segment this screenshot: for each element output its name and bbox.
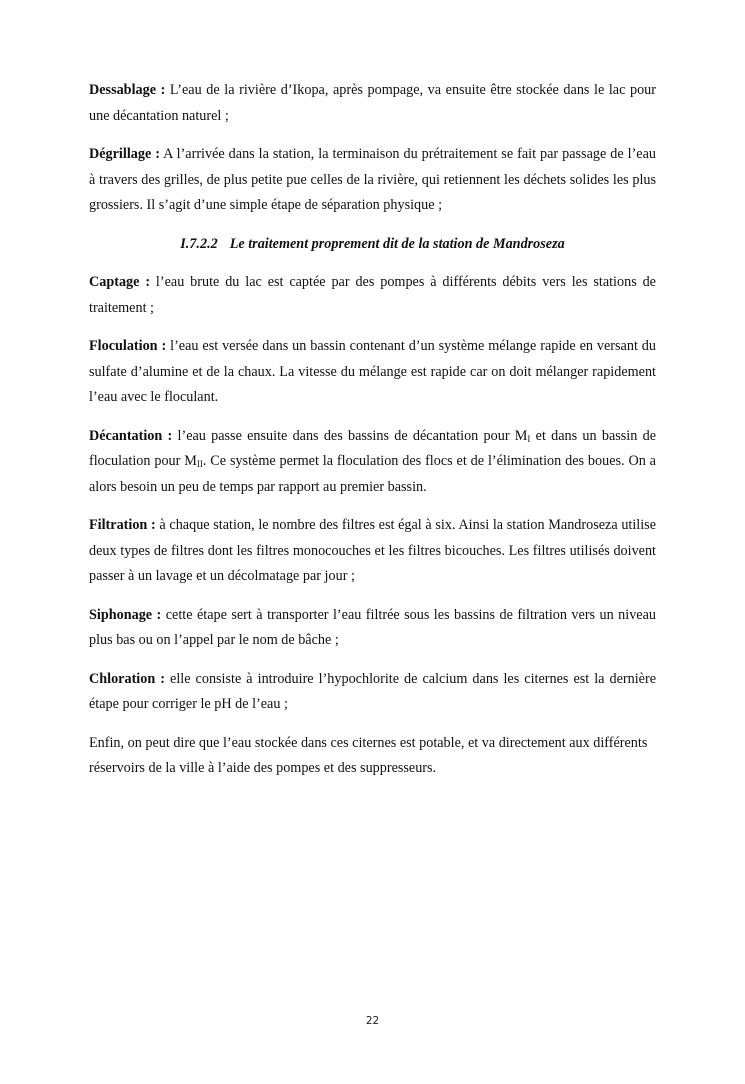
- text-dessablage: L’eau de la rivière d’Ikopa, après pompage, va ensuite être stockée dans le lac pour une décantation naturel ;: [89, 82, 656, 124]
- subscript-mi: I: [527, 433, 531, 444]
- paragraph-dessablage: [89, 78, 656, 129]
- paragraph-degrillage: [89, 142, 656, 219]
- term-decantation: Décantation :: [89, 427, 173, 444]
- text-decantation-c: . Ce système permet la floculation des flocs et de l’élimination des boues. On a alors besoin un peu de temps par rapport au premier bassin.: [89, 453, 656, 495]
- term-floculation: Floculation :: [89, 338, 167, 354]
- text-siphonage: cette étape sert à transporter l’eau filtrée sous les bassins de filtration vers un niveau plus bas ou on l’appel par le nom de bâche ;: [89, 606, 656, 648]
- term-dessablage: Dessablage :: [89, 82, 166, 98]
- subscript-mii: II: [196, 459, 203, 469]
- paragraph-decantation: [89, 424, 656, 501]
- term-degrillage: Dégrillage :: [89, 146, 160, 162]
- section-number: I.7.2.2: [180, 235, 218, 252]
- page-number: 22: [365, 1015, 380, 1027]
- text-degrillage: A l’arrivée dans la station, la terminaison du prétraitement se fait par passage de l’eau à travers des grilles, de plus petite pue celles de la rivière, qui retiennent les déchets solides les plus grossiers. Il s’agit d’une simple étape de séparation physique ;: [89, 146, 656, 213]
- paragraph-captage: [89, 270, 656, 321]
- section-heading: [89, 232, 656, 258]
- term-siphonage: Siphonage :: [89, 606, 162, 623]
- text-decantation-a: l’eau passe ensuite dans des bassins de décantation pour M: [172, 427, 528, 444]
- term-filtration: Filtration :: [89, 517, 156, 533]
- text-decantation-b: et dans un bassin de floculation pour M: [89, 427, 656, 469]
- paragraph-floculation: [89, 334, 656, 411]
- document-page: [89, 78, 656, 795]
- paragraph-siphonage: [89, 603, 656, 654]
- section-title: Le traitement proprement dit de la station de Mandroseza: [229, 235, 565, 252]
- term-chloration: Chloration :: [89, 670, 165, 687]
- paragraph-conclusion: [89, 731, 656, 782]
- text-chloration: elle consiste à introduire l’hypochlorite de calcium dans les citernes est la dernière étape pour corriger le pH de l’eau ;: [89, 670, 656, 712]
- paragraph-chloration: [89, 667, 656, 718]
- paragraph-filtration: [89, 513, 656, 590]
- text-filtration: à chaque station, le nombre des filtres est égal à six. Ainsi la station Mandroseza utilise deux types de filtres dont les filtres monocouches et les filtres bicouches. Les filtres utilisés doivent passer à un lavage et un décolmatage par jour ;: [89, 517, 656, 584]
- text-floculation: l’eau est versée dans un bassin contenant d’un système mélange rapide en versant du sulfate d’alumine et de la chaux. La vitesse du mélange est rapide car on doit mélanger rapidement l’eau avec le floculant.: [89, 338, 656, 405]
- text-captage: l’eau brute du lac est captée par des pompes à différents débits vers les stations de traitement ;: [89, 274, 656, 316]
- term-captage: Captage :: [89, 274, 151, 290]
- text-conclusion: Enfin, on peut dire que l’eau stockée dans ces citernes est potable, et va directement aux différents réservoirs de la ville à l’aide des pompes et des suppresseurs.: [89, 734, 648, 776]
